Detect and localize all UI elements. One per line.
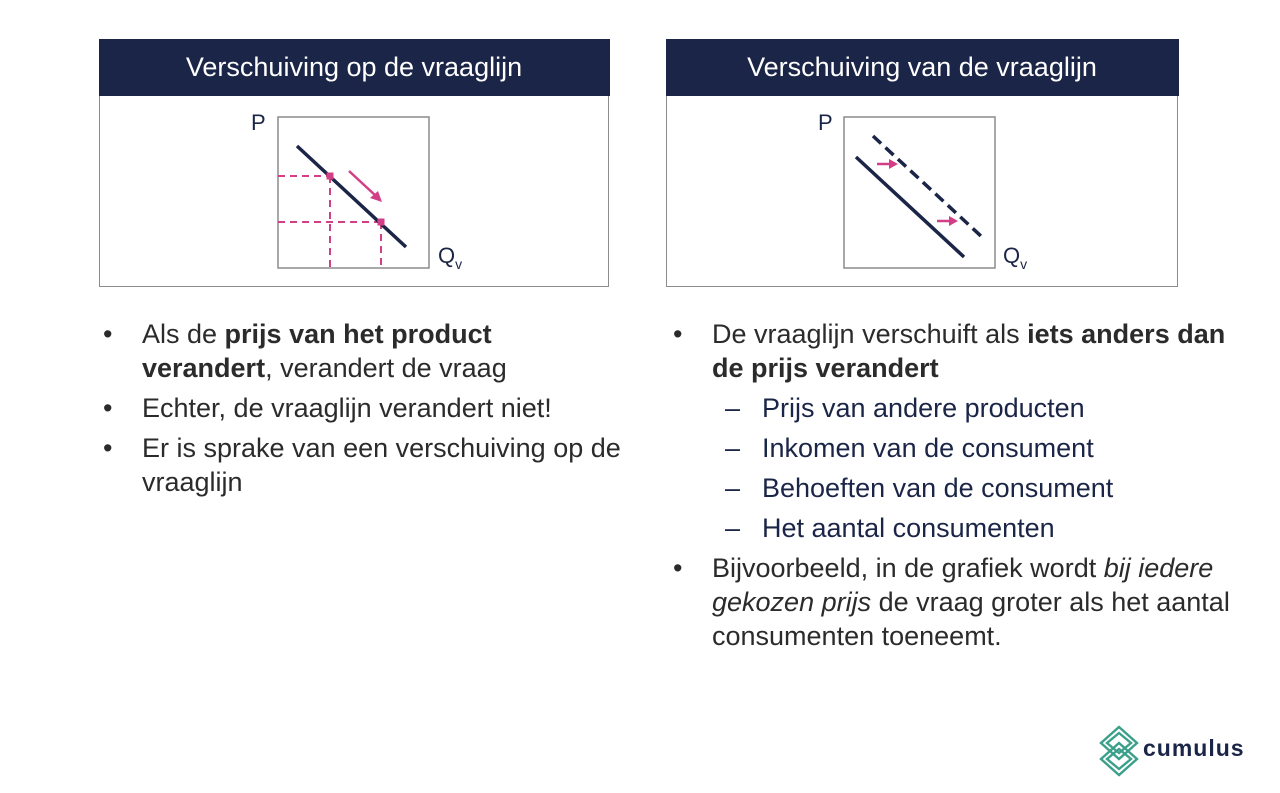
list-item: • Als de prijs van het product verandert, verandert de vraag — [103, 319, 507, 383]
dash-marker: – — [725, 433, 741, 463]
list-item: • Echter, de vraaglijn verandert niet! — [103, 393, 552, 423]
shift-arrowhead-top — [889, 159, 898, 169]
panel-title: Verschuiving van de vraaglijn — [666, 39, 1179, 96]
panel-title: Verschuiving op de vraaglijn — [99, 39, 610, 96]
panel-shift-along-demand-curve — [99, 39, 609, 287]
cumulus-logo — [1097, 725, 1247, 777]
axes-box — [844, 117, 995, 268]
bullet-marker: • — [103, 393, 113, 423]
axis-label-q: $Q_v$ — [1003, 243, 1028, 272]
sub-list-item: – Het aantal consumenten — [725, 513, 1055, 543]
left-bullet-list — [103, 317, 623, 505]
axis-label-q: $Q_v$ — [438, 243, 463, 272]
shift-arrowhead-bottom — [949, 216, 958, 226]
axis-label-p: P — [251, 110, 266, 135]
point-a — [327, 173, 334, 180]
diagram-movement-along-curve — [100, 40, 610, 288]
movement-arrow — [349, 171, 376, 196]
list-item: • Bijvoorbeeld, in de grafiek wordt bij iedere gekozen prijs de vraag groter als het aantal consumenten toeneemt. — [673, 553, 1230, 651]
bullet-marker: • — [103, 319, 113, 349]
right-bullet-list — [673, 317, 1233, 659]
panel-shift-of-demand-curve — [666, 39, 1178, 287]
list-item: • Er is sprake van een verschuiving op de vraaglijn — [103, 433, 621, 497]
bullet-marker: • — [103, 433, 113, 463]
diagram-shift-of-curve — [667, 40, 1179, 288]
axis-label-p: P — [818, 110, 833, 135]
list-item: • De vraaglijn verschuift als iets anders dan de prijs verandert — [673, 319, 1226, 383]
demand-line — [297, 146, 406, 247]
bullet-marker: • — [673, 553, 683, 583]
sub-list-item: – Behoeften van de consument — [725, 473, 1114, 503]
dash-marker: – — [725, 393, 741, 423]
logo-wordmark: cumulus — [1143, 735, 1245, 761]
sub-list-item: – Prijs van andere producten — [725, 393, 1085, 423]
sub-list-item: – Inkomen van de consument — [725, 433, 1094, 463]
bullet-marker: • — [673, 319, 683, 349]
point-b — [378, 219, 385, 226]
dash-marker: – — [725, 473, 741, 503]
dash-marker: – — [725, 513, 741, 543]
cumulus-logo-icon — [1097, 725, 1141, 777]
